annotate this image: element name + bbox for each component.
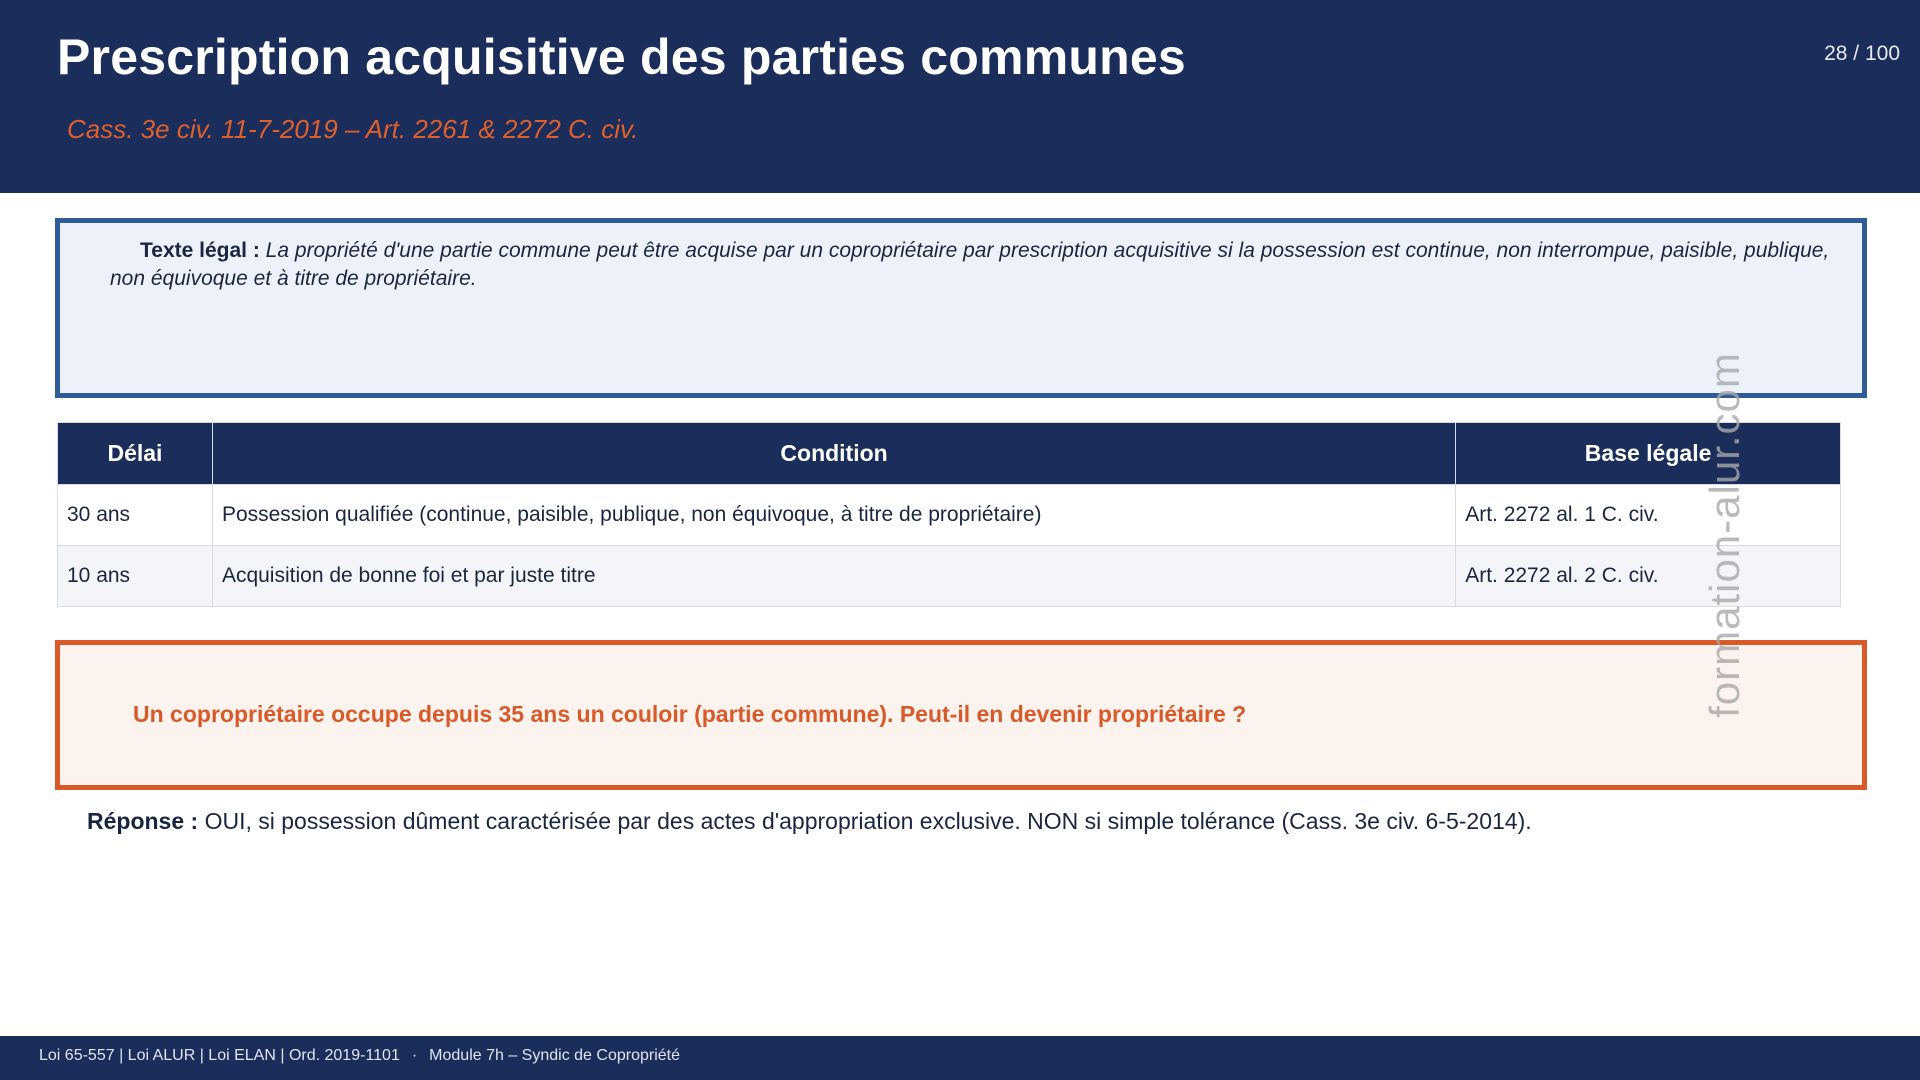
table-row — [58, 485, 1841, 546]
answer-label: Réponse : — [87, 808, 199, 834]
footer-text — [39, 1047, 680, 1065]
slide-footer — [0, 1036, 1920, 1080]
column-header-condition: Condition — [212, 423, 1455, 485]
question-box — [55, 640, 1867, 790]
cell-condition: Possession qualifiée (continue, paisible, publique, non équivoque, à titre de propriétaire) — [212, 485, 1455, 546]
cell-delai: 10 ans — [58, 546, 213, 607]
table-row — [58, 546, 1841, 607]
cell-condition: Acquisition de bonne foi et par juste titre — [212, 546, 1455, 607]
legal-text-box — [55, 218, 1867, 398]
footer-module: Module 7h – Syndic de Copropriété — [429, 1047, 680, 1064]
answer-text: OUI, si possession dûment caractérisée par des actes d'appropriation exclusive. NON si simple tolérance (Cass. 3e civ. 6-5-2014). — [204, 808, 1532, 834]
footer-separator: · — [411, 1047, 418, 1064]
cell-delai: 30 ans — [58, 485, 213, 546]
slide-subtitle: Cass. 3e civ. 11-7-2019 – Art. 2261 & 2272 C. civ. — [67, 114, 639, 144]
footer-laws: Loi 65-557 | Loi ALUR | Loi ELAN | Ord. 2019-1101 — [39, 1047, 400, 1064]
page-number: 28 / 100 — [1824, 42, 1900, 65]
legal-text — [110, 237, 1870, 293]
column-header-base-legale: Base légale — [1456, 423, 1841, 485]
watermark: formation-alur.com — [1701, 352, 1748, 718]
slide-title: Prescription acquisitive des parties communes — [57, 29, 1186, 85]
cell-base-legale: Art. 2272 al. 2 C. civ. — [1456, 546, 1841, 607]
question-text: Un copropriétaire occupe depuis 35 ans un couloir (partie commune). Peut-il en devenir propriétaire ? — [133, 701, 1247, 727]
legal-text-body: La propriété d'une partie commune peut être acquise par un copropriétaire par prescription acquisitive si la possession est continue, non interrompue, paisible, publique, non équivoque et à titre de propriétaire. — [110, 239, 1830, 290]
slide-header — [0, 0, 1920, 193]
answer-line — [87, 808, 1532, 835]
legal-text-label: Texte légal : — [140, 239, 260, 262]
cell-base-legale: Art. 2272 al. 1 C. civ. — [1456, 485, 1841, 546]
prescription-table — [57, 422, 1841, 607]
column-header-delai: Délai — [58, 423, 213, 485]
table-header-row — [58, 423, 1841, 485]
